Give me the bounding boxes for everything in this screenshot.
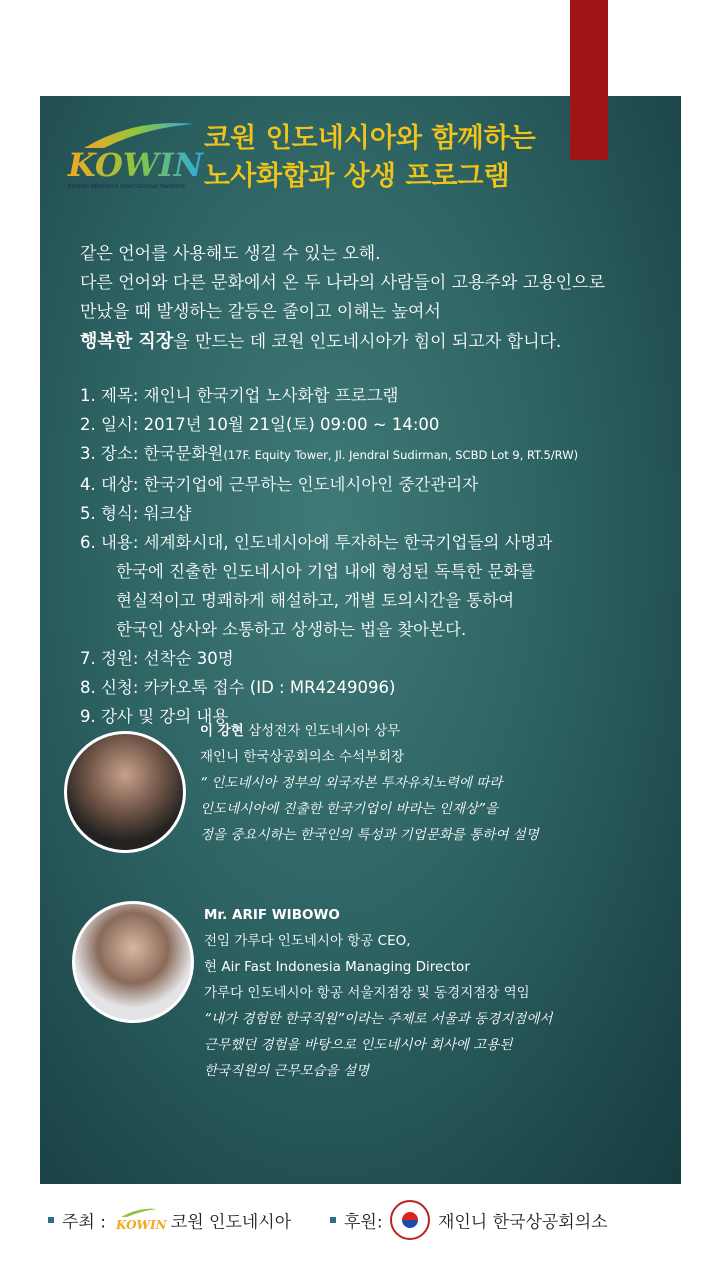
speaker-2-bio <box>204 902 552 1084</box>
item-capacity: 7. 정원: 선착순 30명 <box>80 649 234 668</box>
item-content-line-4: 한국인 상사와 소통하고 상생하는 법을 찾아본다. <box>116 620 467 639</box>
host-name: 코원 인도네시아 <box>170 1212 292 1233</box>
speaker-2-line-1: 전임 가루다 인도네시아 항공 CEO, <box>204 933 411 949</box>
speaker-2-name <box>204 902 552 928</box>
speaker-2-name-text: Mr. ARIF WIBOWO <box>204 907 340 923</box>
speaker-2-quote-3: 한국직원의 근무모습을 설명 <box>204 1063 370 1079</box>
footer <box>48 1200 608 1236</box>
svg-text:Korean Women's International N: Korean Women's International Network <box>68 183 186 190</box>
speaker-2-line-3: 가루다 인도네시아 항공 서울지점장 및 동경지점장 역임 <box>204 985 530 1001</box>
intro-line-4 <box>80 327 605 357</box>
speaker-1-role-2: 재인니 한국상공회의소 수석부회장 <box>200 749 405 765</box>
speaker-1-title <box>200 718 539 744</box>
intro-text <box>80 240 605 357</box>
sponsor-name: 재인니 한국상공회의소 <box>437 1212 608 1233</box>
speaker-1-photo <box>64 731 186 853</box>
title-line-2: 노사화합과 상생 프로그램 <box>204 161 510 192</box>
svg-text:KOWIN: KOWIN <box>116 1218 168 1232</box>
speaker-1-role: 삼성전자 인도네시아 상무 <box>243 723 401 739</box>
item-title: 1. 제목: 재인니 한국기업 노사화합 프로그램 <box>80 386 399 405</box>
intro-line-2: 다른 언어와 다른 문화에서 온 두 나라의 사람들이 고용주와 고용인으로 <box>80 273 605 293</box>
speaker-2-quote-2: 근무했던 경험을 바탕으로 인도네시아 회사에 고용된 <box>204 1037 513 1053</box>
item-audience: 4. 대상: 한국기업에 근무하는 인도네시아인 중간관리자 <box>80 475 479 494</box>
speaker-2-line-2: 현 Air Fast Indonesia Managing Director <box>204 959 470 975</box>
item-registration: 8. 신청: 카카오톡 접수 (ID : MR4249096) <box>80 678 396 697</box>
speaker-1-quote-1: “ 인도네시아 정부의 외국자본 투자유치노력에 따라 <box>200 775 503 791</box>
item-content: 6. 내용: 세계화시대, 인도네시아에 투자하는 한국기업들의 사명과 <box>80 533 553 552</box>
item-venue <box>80 439 578 470</box>
sponsor-label: 후원: <box>343 1212 383 1233</box>
page-title <box>204 120 536 196</box>
item-speakers: 9. 강사 및 강의 내용 <box>80 707 229 726</box>
bullet-icon <box>330 1217 336 1223</box>
item-venue-address: (17F. Equity Tower, Jl. Jendral Sudirman, SCBD Lot 9, RT.5/RW) <box>223 448 579 462</box>
intro-emphasis: 행복한 직장 <box>80 331 174 352</box>
kowin-logo <box>64 118 203 192</box>
intro-line-4-rest: 을 만드는 데 코원 인도네시아가 힘이 되고자 합니다. <box>173 332 562 352</box>
bullet-icon <box>48 1217 54 1223</box>
red-ribbon <box>570 0 608 160</box>
item-venue-label: 3. 장소: 한국문화원 <box>80 444 224 463</box>
speaker-1-quote-3: 정을 중요시하는 한국인의 특성과 기업문화를 통하여 설명 <box>200 827 539 843</box>
host-label: 주최 : <box>62 1212 106 1233</box>
speaker-1-quote-2: 인도네시아에 진출한 한국기업이 바라는 인재상”을 <box>200 801 499 817</box>
chamber-seal-icon <box>390 1200 430 1240</box>
intro-line-3: 만났을 때 발생하는 갈등은 줄이고 이해는 높여서 <box>80 302 441 322</box>
speaker-2-photo <box>72 901 194 1023</box>
item-date: 2. 일시: 2017년 10월 21일(토) 09:00 ~ 14:00 <box>80 415 440 434</box>
item-format: 5. 형식: 워크샵 <box>80 504 192 523</box>
intro-line-1: 같은 언어를 사용해도 생길 수 있는 오해. <box>80 244 381 264</box>
speaker-1-name: 이 강현 <box>200 723 244 739</box>
title-line-1: 코원 인도네시아와 함께하는 <box>204 123 536 154</box>
speaker-2-quote-1: “내가 경험한 한국직원”이라는 주제로 서울과 동경지점에서 <box>204 1011 553 1027</box>
svg-text:KOWIN: KOWIN <box>68 146 203 184</box>
program-details <box>80 381 578 731</box>
item-content-line-2: 한국에 진출한 인도네시아 기업 내에 형성된 독특한 문화를 <box>116 562 536 581</box>
item-content-line-3: 현실적이고 명쾌하게 해설하고, 개별 토의시간을 통하여 <box>116 591 515 610</box>
speaker-1-bio <box>200 718 539 848</box>
kowin-mini-logo <box>115 1207 168 1233</box>
